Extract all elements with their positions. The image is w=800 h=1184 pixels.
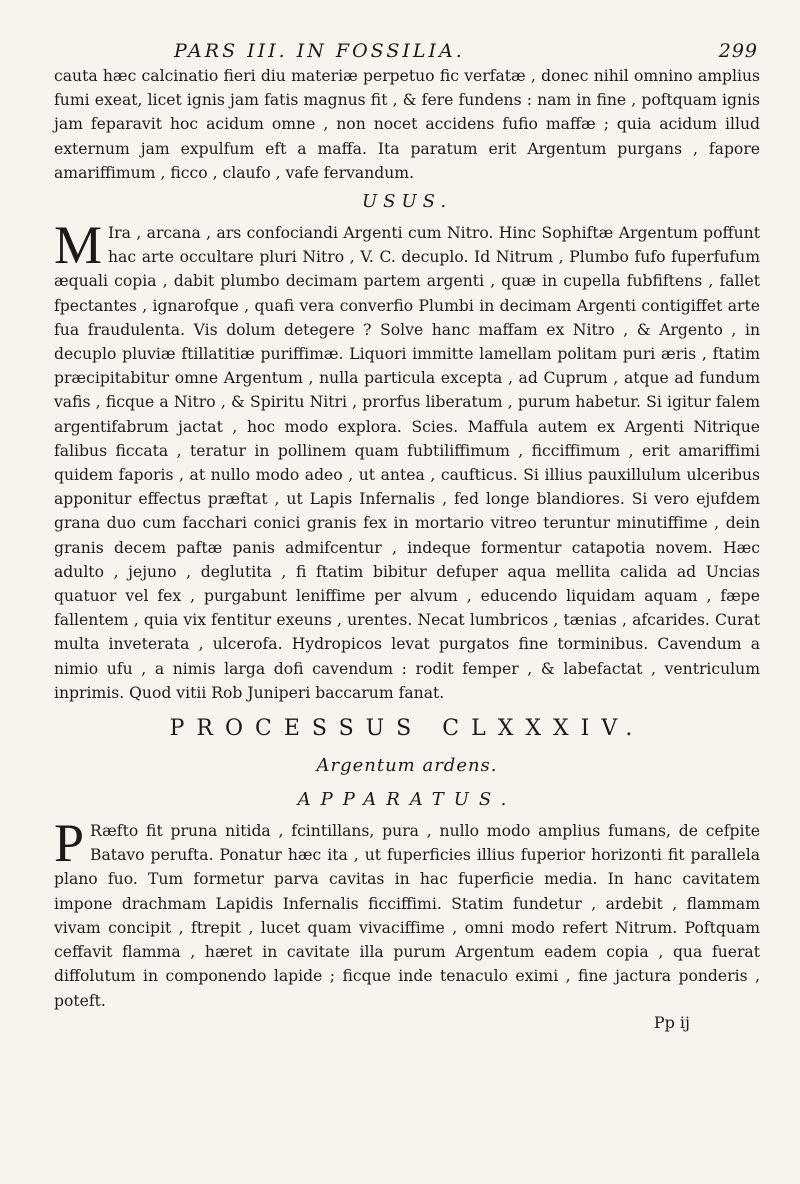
catchword: Pp ij (653, 1012, 690, 1032)
drop-capital-m: M (54, 215, 103, 276)
paragraph-usus (54, 215, 760, 705)
paragraph-usus-text: Ira , arcana , ars confociandi Argenti cum Nitro. Hinc Sophiftæ Argentum poffunt hac arte occultare pluri Nitro , V. C. decuplo. Id Nitrum , Plumbo fufo fuperfufum æquali copia , dabit plumbo decimam partem argenti , quæ in cupella fubfiftens , fallet fpectantes , ignarofque , quafi vera converfio Plumbi in decimam Argenti contigiffet arte fua fraudulenta. Vis dolum detegere ? Solve hanc maffam ex Nitro , & Argento , in decuplo pluviæ ftillatitiæ puriffimæ. Liquori immitte lamellam politam puri æris , ftatim præcipitabitur omne Argentum , nulla particula excepta , ad Cuprum , atque ad fundum vafis , ficque a Nitro , & Spiritu Nitri , prorfus liberatum , purum habetur. Si igitur falem argentifabrum jactat , hoc modo explora. Scies. Maffula autem ex Argenti Nitrique falibus ficcata , teratur in pollinem quam fubtiliffimum , ficciffimum , erit amariffimi quidem faporis , at nullo modo adeo , ut antea , caufticus. Si illius pauxillulum ulceribus apponitur effectus præftat , ut Lapis Infernalis , fed longe blandiores. Si vero ejufdem grana duo cum facchari conici granis fex in mortario vitreo teruntur minutiffime , dein granis decem paftæ panis admifcentur , indeque formentur catapotia novem. Hæc adulto , jejuno , deglutita , fi ftatim bibitur defuper aqua mellita calida ad Uncias quatuor vel fex , purgabunt leniffime per alvum , educendo liquidam aquam , fæpe fallentem , quia vix fentitur exeuns , urentes. Necat lumbricos , tænias , afcarides. Curat multa inveterata , ulcerofa. Hydropicos levat purgatos fine torminibus. Cavendum a nimio ufu , a nimis larga dofi cavendum : rodit femper , & labefactat , ventriculum inprimis. Quod vitii Rob Juniperi baccarum fanat. (54, 224, 760, 702)
process-heading: PROCESSUS CLXXXIV. (169, 716, 645, 742)
apparatus-heading: APPARATUS. (297, 789, 517, 811)
process-subtitle: Argentum ardens. (316, 755, 498, 777)
paragraph-apparatus (54, 813, 760, 1013)
paragraph-calcinatio: cauta hæc calcinatio fieri diu materiæ perpetuo fic verfatæ , donec nihil omnino amplius fumi exeat, licet ignis jam fatis magnus fit , & fere fundens : nam in fine , poftquam ignis jam feparavit hoc acidum omne , non nocet accidens fufio maffæ ; quia acidum illud externum jam expulfum eft a maffa. Ita paratum erit Argentum purgans , fapore amariffimum , ficco , claufo , vafe fervandum. (54, 67, 760, 182)
paragraph-apparatus-text: Ræfto fit pruna nitida , fcintillans, pura , nullo modo amplius fumans, de cefpite Batavo perufta. Ponatur hæc ita , ut fuperficies illius fuperior horizonti fit parallela plano fuo. Tum formetur parva cavitas in hac fuperficie media. In hanc cavitatem impone drachmam Lapidis Infernalis ficciffimi. Statim fundetur , ardebit , flammam vivam concipit , ftrepit , lucet quam vivaciffime , omni modo refert Nitrum. Poftquam ceffavit flamma , hæret in cavitate illa purum Argentum eadem copia , qua fuerat diffolutum in componendo lapide ; ficque inde tenaculo eximi , fine jactura ponderis , poteft. (54, 822, 760, 1010)
page-number: 299 (718, 40, 758, 62)
section-heading-usus: USUS. (361, 191, 453, 213)
drop-capital-p: P (54, 813, 85, 874)
running-head-title: PARS III. IN FOSSILIA. (174, 40, 465, 62)
running-head (54, 34, 760, 64)
